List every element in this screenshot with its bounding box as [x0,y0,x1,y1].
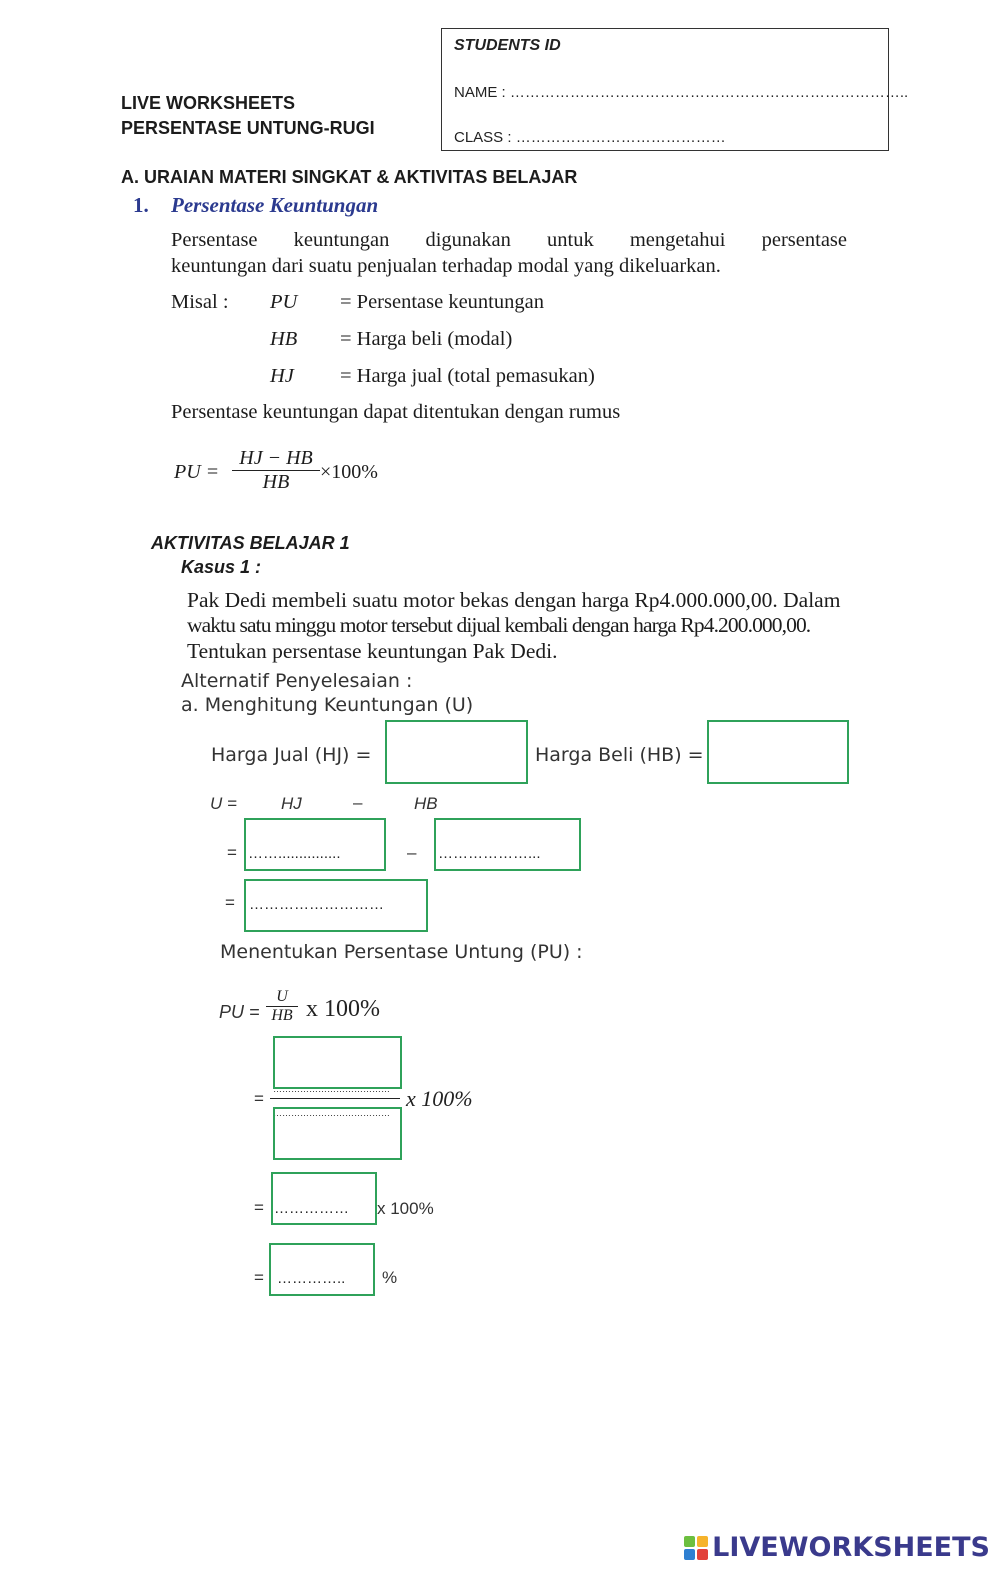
pu-decimal-input[interactable] [271,1172,377,1225]
x100-label: x 100% [406,1086,473,1111]
equals-sign: = [227,843,237,862]
u-hb-dots: ………………... [438,845,541,862]
u-result-dots: ……………………… [249,896,384,913]
formula-denominator: HB [262,471,290,493]
intro-line-1: Persentase keuntungan digunakan untuk mengetahui persentase [171,229,847,251]
pu-fraction [266,988,298,1025]
u-hj-label: HJ [281,794,302,813]
def-symbol: PU [270,291,298,313]
formula-lhs: PU = [174,461,220,483]
pu-denominator: HB [271,1007,293,1024]
alt-label: Alternatif Penyelesaian : [181,670,413,692]
pu-result-dots: ………….. [277,1270,346,1287]
u-hb-label: HB [414,794,438,813]
equals-sign: = [254,1089,264,1108]
case-line-2: waktu satu minggu motor tersebut dijual kembali dengan harga Rp4.200.000,00. [187,613,811,637]
pu-decimal-dots: …………… [274,1200,349,1217]
def-description: = Harga jual (total pemasukan) [340,365,595,387]
def-description: = Harga beli (modal) [340,328,513,350]
case-line-3: Tentukan persentase keuntungan Pak Dedi. [187,639,558,663]
name-field[interactable]: NAME : …………………………………………………………………….. [454,84,909,101]
formula-intro: Persentase keuntungan dapat ditentukan dengan rumus [171,401,621,423]
activity-title: AKTIVITAS BELAJAR 1 [151,533,350,553]
misal-label: Misal : [171,291,229,313]
section-a-heading: A. URAIAN MATERI SINGKAT & AKTIVITAS BELAJAR [121,167,578,187]
pu-numerator-input[interactable] [273,1036,402,1089]
u-label: U = [210,794,237,813]
u-hj-dots: ……............... [248,845,341,862]
case-label: Kasus 1 : [181,557,262,577]
equals-sign: = [254,1198,264,1217]
class-field[interactable]: CLASS : …………………………………… [454,129,726,146]
minus-sign: – [407,843,417,862]
u-minus: – [353,793,363,812]
denominator-dots: ………………………………… [273,1108,390,1118]
students-id-title: STUDENTS ID [454,37,561,54]
pu-suffix: x 100% [306,996,380,1022]
hj-label: Harga Jual (HJ) = [211,744,372,766]
sub-number: 1. [133,193,149,217]
def-symbol: HB [270,328,298,350]
formula-numerator: HJ − HB [239,447,313,469]
formula-fraction [232,447,320,494]
percent-sign: % [382,1268,398,1287]
sub-title: Persentase Keuntungan [171,193,379,217]
pu-denominator-input[interactable] [273,1107,402,1160]
hb-input[interactable] [707,720,849,784]
logo-text: LIVEWORKSHEETS [712,1532,990,1563]
case-line-1: Pak Dedi membeli suatu motor bekas dengan harga Rp4.000.000,00. Dalam [187,588,841,612]
pu-numerator: U [276,988,288,1005]
worksheet-topic: PERSENTASE UNTUNG-RUGI [121,118,375,138]
equals-sign: = [225,893,235,912]
numerator-dots: ………………………………… [273,1084,390,1094]
formula-suffix: ×100% [320,461,378,483]
def-symbol: HJ [270,365,294,387]
worksheet-brand: LIVE WORKSHEETS [121,93,296,113]
liveworksheets-logo [684,1532,990,1563]
equals-sign: = [254,1268,264,1287]
hb-label: Harga Beli (HB) = [535,744,704,766]
fraction-line [270,1098,400,1099]
pu-heading: Menentukan Persentase Untung (PU) : [220,941,583,963]
liveworksheets-logo-icon [684,1536,708,1560]
def-description: = Persentase keuntungan [340,291,544,313]
step-a-label: a. Menghitung Keuntungan (U) [181,694,474,716]
hj-input[interactable] [385,720,528,784]
pu-lhs: PU = [219,1002,260,1022]
intro-line-2: keuntungan dari suatu penjualan terhadap modal yang dikeluarkan. [171,255,721,277]
times-100-label: x 100% [377,1199,434,1218]
